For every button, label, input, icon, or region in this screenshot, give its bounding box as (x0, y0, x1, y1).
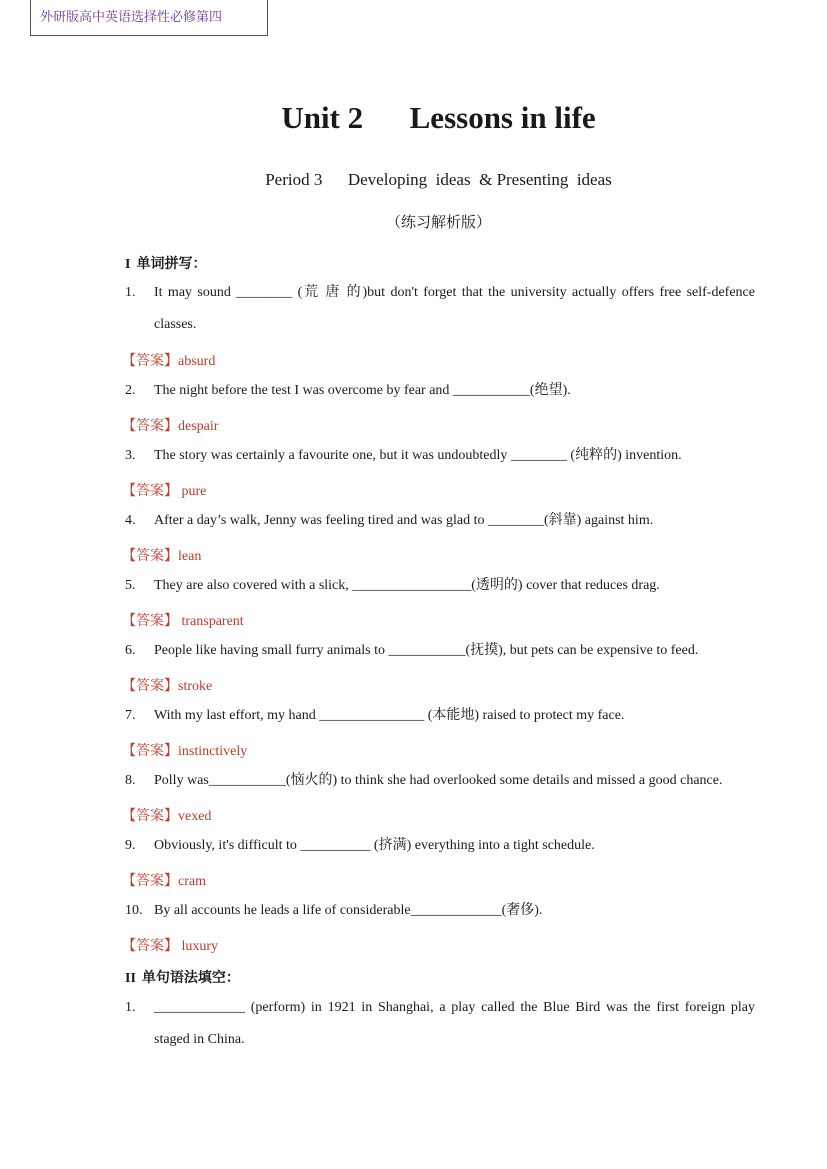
answer-line (122, 870, 206, 890)
question-text: It may sound ________ (荒 唐 的)but don't forget that the university actually offers free self-defence classes. (154, 285, 755, 332)
question-item (125, 635, 755, 667)
answer-label: 【答案】 (122, 548, 178, 564)
answer-line (122, 545, 201, 565)
answer-line (122, 805, 211, 825)
section-heading-text: 单句语法填空： (141, 970, 240, 986)
question-number: 3. (125, 448, 136, 463)
question-text: With my last effort, my hand _______________ (本能地) raised to protect my face. (154, 708, 625, 723)
answer-label: 【答案】 (122, 873, 178, 889)
question-text: People like having small furry animals to ___________(抚摸), but pets can be expensive to feed. (154, 643, 699, 658)
question-item (125, 277, 755, 341)
answer-label: 【答案】 (122, 743, 178, 759)
answer-value: pure (178, 484, 207, 499)
question-item (125, 765, 755, 797)
answer-label: 【答案】 (122, 483, 178, 499)
answer-value: absurd (178, 354, 216, 369)
question-item (125, 440, 755, 472)
section-number: II (125, 971, 136, 986)
question-number: 10. (125, 903, 143, 918)
answer-value: stroke (178, 679, 213, 694)
unit-title: Unit 2 Lessons in life (281, 100, 596, 135)
question-text: Polly was___________(恼火的) to think she had overlooked some details and missed a good chance. (154, 773, 723, 788)
question-text: The night before the test I was overcome by fear and ___________(绝望). (154, 383, 571, 398)
section-number: I (125, 257, 131, 272)
answer-label: 【答案】 (122, 808, 178, 824)
question-number: 7. (125, 708, 136, 723)
subtitle: （练习解析版） (385, 213, 491, 231)
section-heading-vocabulary (125, 253, 206, 273)
answer-line (122, 740, 247, 760)
question-number: 1. (125, 1000, 136, 1015)
answer-line (122, 415, 218, 435)
question-number: 5. (125, 578, 136, 593)
answer-value: transparent (178, 614, 244, 629)
answer-value: vexed (178, 809, 212, 824)
answer-line (122, 350, 215, 370)
question-number: 6. (125, 643, 136, 658)
period-title: Period 3 Developing ideas & Presenting ideas (265, 170, 612, 189)
question-number: 2. (125, 383, 136, 398)
question-item (125, 505, 755, 537)
answer-label: 【答案】 (122, 938, 178, 954)
section-heading-grammar (125, 967, 240, 987)
answer-value: instinctively (178, 744, 248, 759)
question-number: 8. (125, 773, 136, 788)
question-item (125, 700, 755, 732)
answer-label: 【答案】 (122, 613, 178, 629)
answer-line (122, 675, 212, 695)
answer-value: despair (178, 419, 219, 434)
answer-label: 【答案】 (122, 418, 178, 434)
question-item (125, 570, 755, 602)
question-item (125, 375, 755, 407)
question-item (125, 830, 755, 862)
question-text: Obviously, it's difficult to __________ (挤满) everything into a tight schedule. (154, 838, 595, 853)
question-item (125, 992, 755, 1056)
answer-value: cram (178, 874, 206, 889)
answer-line (122, 480, 206, 500)
question-text: By all accounts he leads a life of considerable_____________(奢侈). (154, 903, 543, 918)
answer-value: luxury (178, 939, 219, 954)
question-text: They are also covered with a slick, _________________(透明的) cover that reduces drag. (154, 578, 660, 593)
section-heading-text: 单词拼写： (136, 256, 207, 272)
question-item (125, 895, 755, 927)
question-number: 4. (125, 513, 136, 528)
answer-line (122, 610, 244, 630)
answer-value: lean (178, 549, 202, 564)
question-text: After a day’s walk, Jenny was feeling tired and was glad to ________(斜靠) against him. (154, 513, 654, 528)
answer-label: 【答案】 (122, 678, 178, 694)
answer-line (122, 935, 218, 955)
document-tag: 外研版高中英语选择性必修第四 (30, 0, 268, 36)
question-number: 1. (125, 285, 136, 300)
question-number: 9. (125, 838, 136, 853)
answer-label: 【答案】 (122, 353, 178, 369)
question-text: _____________ (perform) in 1921 in Shanghai, a play called the Blue Bird was the first foreign play staged in China. (154, 1000, 755, 1047)
question-text: The story was certainly a favourite one, but it was undoubtedly ________ (纯粹的) invention. (154, 448, 682, 463)
